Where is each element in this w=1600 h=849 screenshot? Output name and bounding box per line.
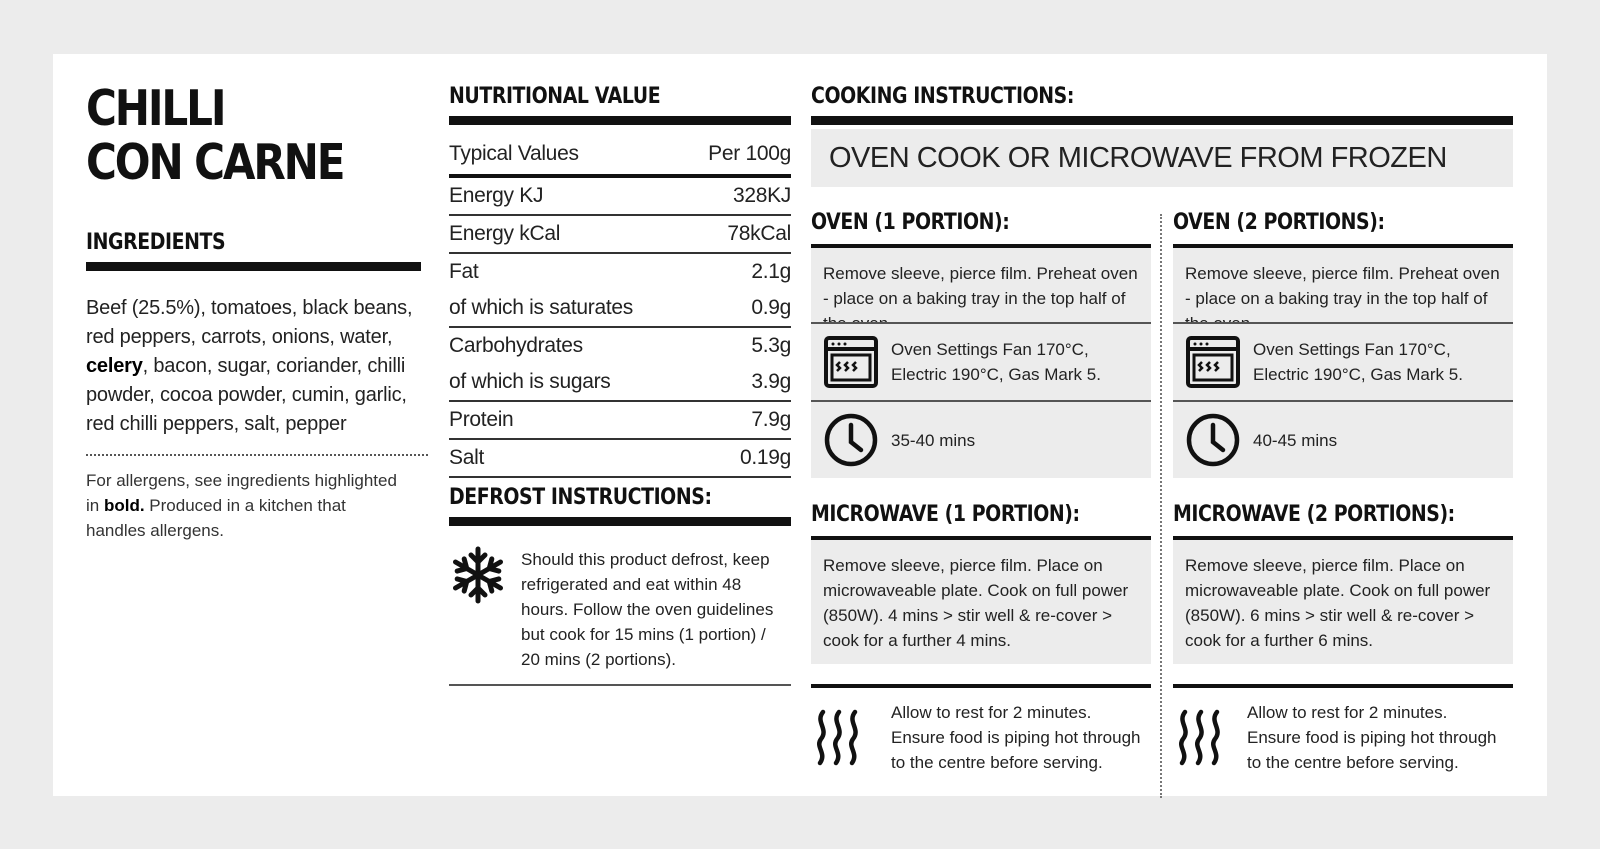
defrost-text: Should this product defrost, keep refrigerated and eat within 48 hours. Follow the oven guidelines but cook for 15 mins (1 portion) / 20 mins (2 portions).	[521, 550, 774, 669]
product-title-line2: CON CARNE	[86, 134, 344, 191]
steam-icon	[811, 707, 867, 767]
oven-1-settings: Oven Settings Fan 170°C, Electric 190°C, Gas Mark 5.	[891, 340, 1101, 384]
clock-icon	[1185, 412, 1241, 468]
nutrition-row-label: Salt	[449, 446, 484, 469]
nutrition-row-value: 7.9g	[751, 408, 791, 431]
nutrition-row-value: 328KJ	[732, 184, 791, 207]
nutrition-table	[449, 134, 791, 478]
oven-2-text: Remove sleeve, pierce film. Preheat oven - place on a baking tray in the top half of	[1185, 264, 1500, 308]
oven-2-time-row	[1173, 402, 1513, 478]
oven-1-text: Remove sleeve, pierce film. Preheat oven - place on a baking tray in the top half of	[823, 264, 1138, 308]
nutrition-row-value: 0.9g	[751, 296, 791, 319]
nutrition-row-label: Energy kCal	[449, 222, 561, 245]
cooking-heading: COOKING INSTRUCTIONS:	[811, 84, 1074, 109]
rest-2-text: Allow to rest for 2 minutes. Ensure food is piping hot through to the centre before serving.	[1247, 702, 1497, 772]
microwave-1-text: Remove sleeve, pierce film. Place on microwaveable plate. Cook on full power (850W). 4 mins > stir well & re-cover > cook for a further 4 mins.	[823, 556, 1129, 650]
defrost-bottom-rule	[449, 684, 791, 686]
allergen-note-part2: Produced in a kitchen that handles allergens.	[86, 496, 346, 540]
allergen-note-part1: For allergens, see ingredients highlighted in	[86, 471, 397, 515]
product-title	[86, 82, 370, 190]
nutrition-heading-rule	[449, 116, 791, 125]
nutrition-heading: NUTRITIONAL VALUE	[449, 84, 661, 109]
nutrition-row	[449, 178, 791, 216]
defrost-heading: DEFROST INSTRUCTIONS:	[449, 485, 712, 510]
oven-2-settings: Oven Settings Fan 170°C, Electric 190°C, Gas Mark 5.	[1253, 340, 1463, 384]
nutrition-row-value: 3.9g	[751, 370, 791, 393]
microwave-1-heading: MICROWAVE (1 PORTION):	[811, 502, 1080, 527]
oven-2-time: 40-45 mins	[1253, 430, 1338, 450]
nutrition-row	[449, 254, 791, 290]
nutrition-row-label: Fat	[449, 260, 479, 283]
cooking-heading-rule	[811, 116, 1513, 125]
ingredients-heading-rule	[86, 262, 421, 271]
nutrition-col-value: Per 100g	[708, 142, 791, 165]
oven-1-instructions	[811, 248, 1151, 322]
nutrition-row-value: 0.19g	[739, 446, 791, 469]
nutrition-row-label: of which is sugars	[449, 370, 611, 393]
microwave-2-instructions	[1173, 540, 1513, 664]
nutrition-row-value: 5.3g	[751, 334, 791, 357]
nutrition-col-label: Typical Values	[449, 142, 579, 165]
oven-1-time: 35-40 mins	[891, 430, 976, 450]
nutrition-row	[449, 290, 791, 328]
oven-2-instructions	[1173, 248, 1513, 322]
product-label-card	[53, 54, 1547, 796]
nutrition-row	[449, 364, 791, 402]
nutrition-row-value: 2.1g	[751, 260, 791, 283]
ingredients-heading: INGREDIENTS	[86, 230, 226, 255]
rest-2-rule	[1173, 684, 1513, 688]
product-title-line1: CHILLI	[86, 80, 225, 137]
oven-icon	[823, 334, 879, 390]
clock-icon	[823, 412, 879, 468]
nutrition-row	[449, 216, 791, 254]
nutrition-table-header	[449, 134, 791, 178]
oven-2-heading: OVEN (2 PORTIONS):	[1173, 210, 1385, 235]
nutrition-row-label: Protein	[449, 408, 514, 431]
oven-icon	[1185, 334, 1241, 390]
allergen-note	[86, 468, 406, 543]
cooking-banner: OVEN COOK OR MICROWAVE FROM FROZEN	[811, 129, 1513, 187]
microwave-2-text: Remove sleeve, pierce film. Place on microwaveable plate. Cook on full power (850W). 6 mins > stir well & re-cover > cook for a further 6 mins.	[1185, 556, 1491, 650]
nutrition-row-label: Energy KJ	[449, 184, 544, 207]
defrost-heading-rule	[449, 517, 791, 526]
rest-1-rule	[811, 684, 1151, 688]
ingredients-text-part2: , bacon, sugar, coriander, chilli powder, cocoa powder, cumin, garlic, red chilli peppers, salt, pepper	[86, 355, 407, 435]
oven-1-settings-row	[811, 324, 1151, 400]
nutrition-row-label: of which is saturates	[449, 296, 633, 319]
steam-icon	[1173, 707, 1229, 767]
rest-2-row	[1173, 692, 1513, 782]
nutrition-row	[449, 440, 791, 478]
nutrition-row-label: Carbohydrates	[449, 334, 583, 357]
dotted-divider	[86, 454, 428, 456]
oven-2-settings-row	[1173, 324, 1513, 400]
ingredients-text-part1: Beef (25.5%), tomatoes, black beans, red peppers, carrots, onions, water,	[86, 297, 413, 348]
nutrition-row-value: 78kCal	[727, 222, 791, 245]
microwave-1-instructions	[811, 540, 1151, 664]
oven-1-heading: OVEN (1 PORTION):	[811, 210, 1010, 235]
oven-1-time-row	[811, 402, 1151, 478]
rest-1-text: Allow to rest for 2 minutes. Ensure food is piping hot through to the centre before serving.	[891, 702, 1141, 772]
allergen-highlight: celery	[86, 355, 143, 377]
nutrition-row	[449, 402, 791, 440]
nutrition-row	[449, 328, 791, 364]
allergen-note-bold: bold.	[103, 496, 145, 515]
rest-1-row	[811, 692, 1151, 782]
snowflake-icon	[450, 545, 506, 605]
microwave-2-heading: MICROWAVE (2 PORTIONS):	[1173, 502, 1455, 527]
column-divider	[1160, 214, 1162, 798]
ingredients-list	[86, 294, 426, 439]
